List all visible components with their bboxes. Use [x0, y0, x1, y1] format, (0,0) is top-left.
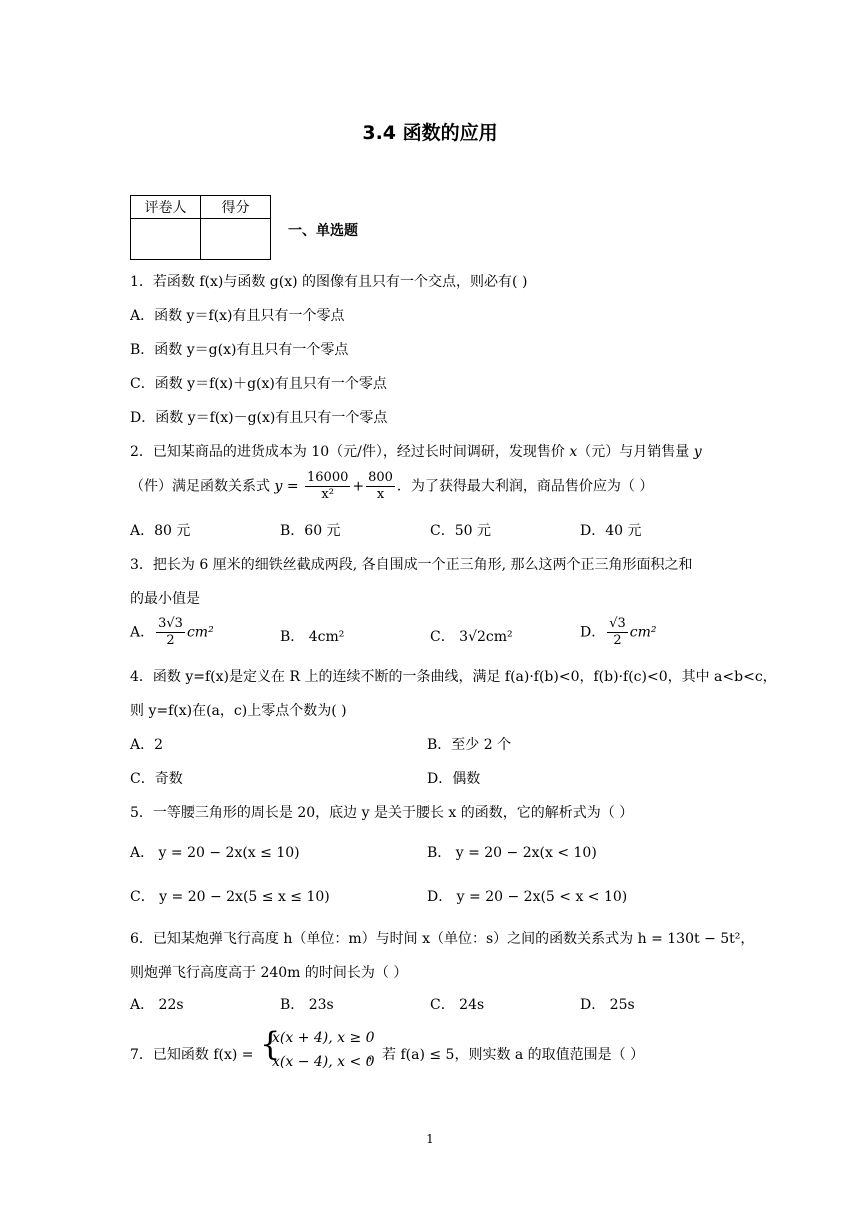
q2-eq: y = [274, 478, 299, 495]
question-4-stem-line1: 4．函数 y=f(x)是定义在 R 上的连续不断的一条曲线，满足 f(a)·f(b)<0，f(b)·f(c)<0，其中 a<b<c， [130, 669, 777, 685]
page-title: 3.4 函数的应用 [362, 122, 498, 144]
q3-a-fraction: $\frac{3√3}{2}$ [158, 616, 183, 648]
question-2-stem-line2 [130, 470, 653, 503]
q2-fraction-1: $\frac{16000}{\text{x²}}$ [307, 470, 349, 502]
question-3-option-a: A． $\frac{3√3}{2}$ cm² [130, 616, 214, 648]
piecewise-brace-icon: { [260, 1025, 281, 1063]
question-3-stem-line2: 的最小值是 [130, 591, 200, 607]
question-4-option-a: A．2 [130, 737, 164, 753]
q2-plus: + [352, 478, 365, 495]
question-1-option-d: D．函数 y＝f(x)－g(x)有且只有一个零点 [130, 410, 388, 426]
question-4-stem-line2: 则 y=f(x)在(a，c)上零点个数为( ) [130, 703, 347, 719]
score-header: 得分 [201, 196, 271, 219]
question-5-option-d: D． y = 20 − 2x(5 < x < 10) [427, 889, 628, 905]
question-6-option-d: D． 25s [580, 997, 635, 1013]
question-5-option-b: B． y = 20 − 2x(x < 10) [427, 845, 597, 861]
question-3-stem-line1: 3．把长为 6 厘米的细铁丝截成两段, 各自围成一个正三角形, 那么这两个正三角形面积之和 [130, 557, 693, 573]
q2-text-c: （件）满足函数关系式 [130, 478, 275, 495]
question-3-option-d: D． $\frac{√3}{2}$ cm² [580, 616, 657, 648]
question-6-option-c: C． 24s [430, 997, 485, 1013]
question-3-option-c: C． 3√2cm² [430, 629, 513, 645]
question-7-case-1: x(x + 4), x ≥ 0 [272, 1030, 375, 1046]
section-heading: 一、单选题 [288, 223, 358, 239]
reviewer-cell [131, 219, 201, 260]
q3-d-fraction: $\frac{√3}{2}$ [609, 616, 626, 648]
question-1-option-a: A．函数 y＝f(x)有且只有一个零点 [130, 308, 345, 324]
q2-var-y: y [693, 444, 702, 460]
question-1-stem: 1．若函数 f(x)与函数 g(x) 的图像有且只有一个交点，则必有( ) [130, 274, 528, 290]
question-4-option-d: D．偶数 [427, 771, 481, 787]
question-2-option-b: B．60 元 [280, 523, 341, 539]
question-4-option-b: B．至少 2 个 [427, 737, 512, 753]
q2-text-b: （元）与月销售量 [577, 444, 694, 460]
question-1-option-c: C．函数 y＝f(x)＋g(x)有且只有一个零点 [130, 376, 387, 392]
question-7-case-2: x(x − 4), x < 0 [272, 1054, 375, 1070]
question-5-option-a: A． y = 20 − 2x(x ≤ 10) [130, 845, 300, 861]
q2-fraction-2: $\frac{800}{x}$ [368, 470, 393, 502]
question-2-option-a: A．80 元 [130, 523, 191, 539]
question-6-option-b: B． 23s [280, 997, 334, 1013]
question-2-stem-line1 [130, 441, 702, 461]
q2-text-d: ．为了获得最大利润，商品售价应为（ ） [396, 478, 654, 495]
question-3-option-b: B． 4cm² [280, 629, 345, 645]
reviewer-header: 评卷人 [131, 196, 201, 219]
question-5-option-c: C． y = 20 − 2x(5 ≤ x ≤ 10) [130, 889, 330, 905]
question-6-option-a: A． 22s [130, 997, 184, 1013]
question-6-stem-line2: 则炮弹飞行高度高于 240m 的时间长为（ ） [130, 965, 408, 981]
q2-text-a: 2．已知某商品的进货成本为 10（元/件），经过长时间调研，发现售价 [130, 444, 570, 460]
score-cell [201, 219, 271, 260]
question-7-prefix: 7．已知函数 f(x) = [130, 1047, 254, 1063]
page-number: 1 [426, 1132, 434, 1146]
question-6-stem-line1: 6．已知某炮弹飞行高度 h（单位：m）与时间 x（单位：s）之间的函数关系式为 h = 130t − 5t²， [130, 931, 755, 947]
question-7-suffix: ，若 f(a) ≤ 5，则实数 a 的取值范围是（ ） [368, 1047, 645, 1063]
grading-table [130, 195, 271, 260]
question-2-option-d: D．40 元 [580, 523, 642, 539]
question-2-option-c: C．50 元 [430, 523, 491, 539]
question-1-option-b: B．函数 y＝g(x)有且只有一个零点 [130, 342, 349, 358]
question-4-option-c: C．奇数 [130, 771, 183, 787]
question-5-stem: 5．一等腰三角形的周长是 20，底边 y 是关于腰长 x 的函数，它的解析式为（ ） [130, 805, 634, 821]
q2-var-x: x [569, 444, 578, 460]
